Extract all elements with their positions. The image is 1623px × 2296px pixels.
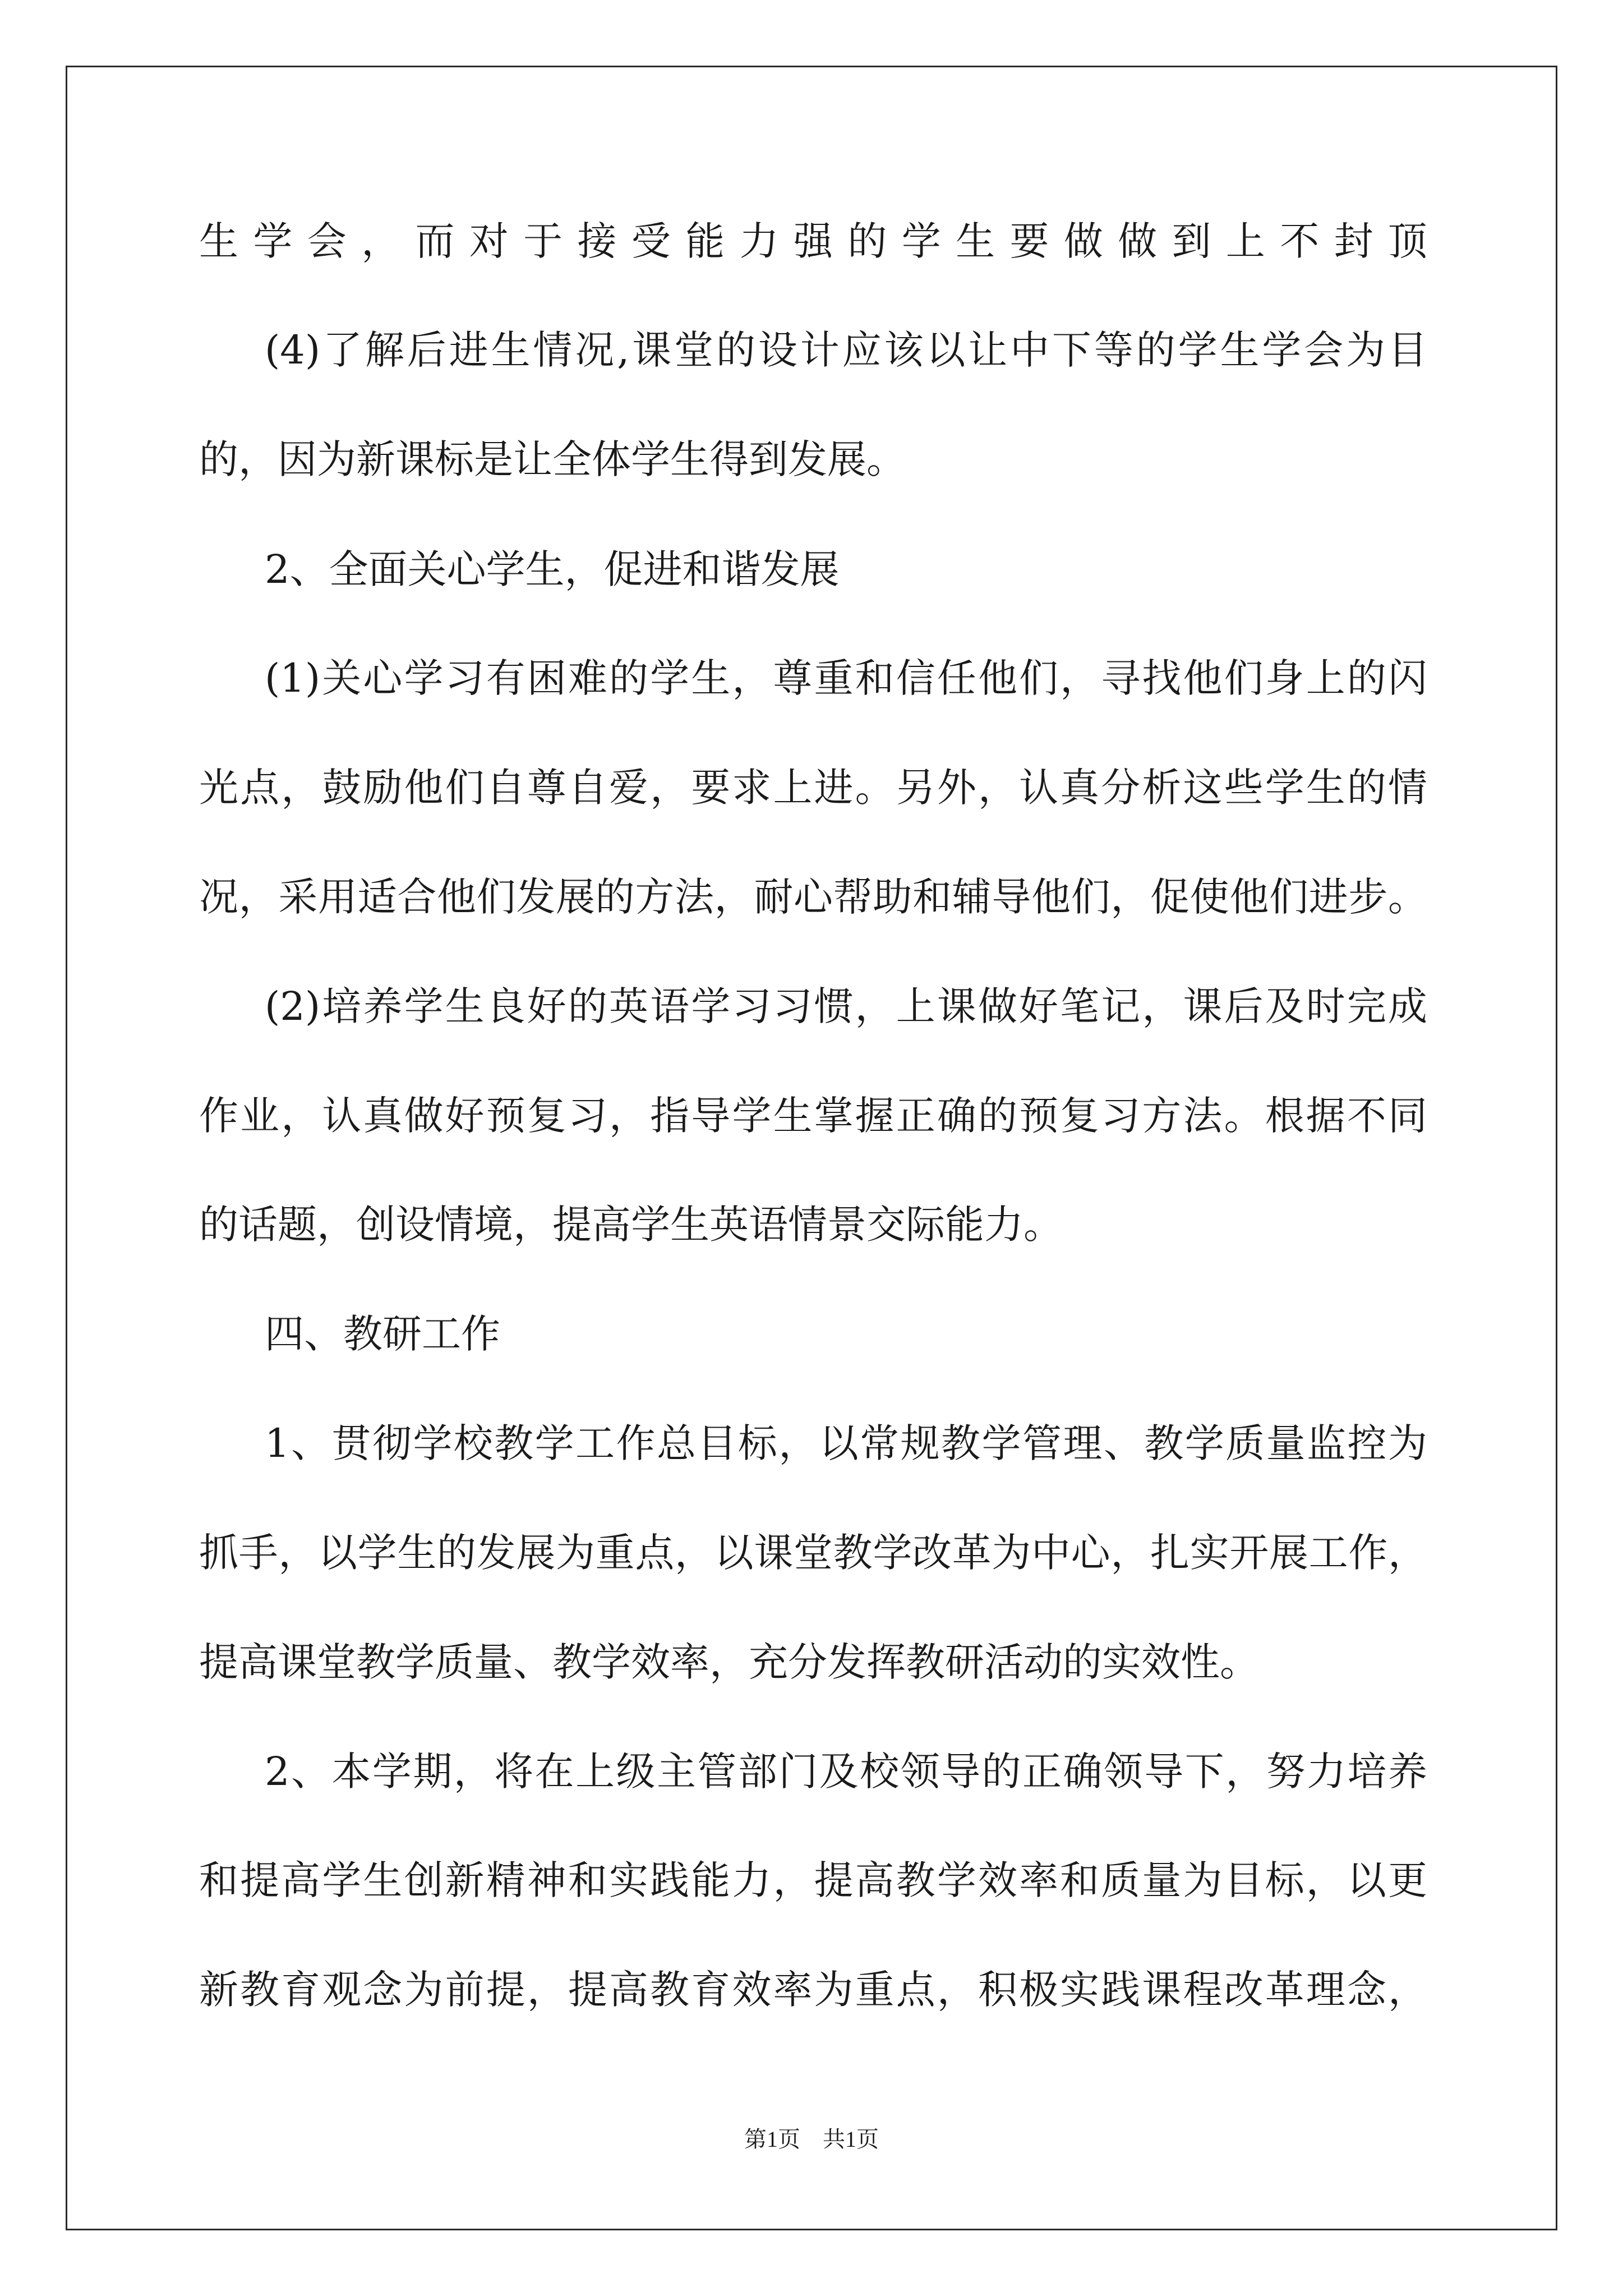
text-line: 的，因为新课标是让全体学生得到发展。 xyxy=(199,436,906,482)
text-line: 抓手，以学生的发展为重点，以课堂教学改革为中心，扎实开展工作， xyxy=(199,1530,1427,1576)
page-number-footer: 第1页 共1页 xyxy=(744,2127,879,2152)
text-line: 作业，认真做好预复习，指导学生掌握正确的预复习方法。根据不同 xyxy=(199,1093,1427,1139)
text-line: (4)了解后进生情况,课堂的设计应该以让中下等的学生学会为目 xyxy=(265,327,1427,373)
text-line: 的话题，创设情境，提高学生英语情景交际能力。 xyxy=(199,1202,1063,1248)
text-line: (2)培养学生良好的英语学习习惯，上课做好笔记，课后及时完成 xyxy=(265,983,1427,1029)
text-line: 生学会，而对于接受能力强的学生要做做到上不封顶 xyxy=(199,218,1427,264)
section-heading: 2、全面关心学生，促进和谐发展 xyxy=(265,546,840,592)
section-heading: 四、教研工作 xyxy=(265,1311,500,1357)
text-line: 新教育观念为前提，提高教育效率为重点，积极实践课程改革理念， xyxy=(199,1967,1427,2013)
text-line: 2、本学期，将在上级主管部门及校领导的正确领导下，努力培养 xyxy=(265,1749,1427,1795)
text-line: 况，采用适合他们发展的方法，耐心帮助和辅导他们，促使他们进步。 xyxy=(199,874,1427,920)
text-line: 1、贯彻学校教学工作总目标，以常规教学管理、教学质量监控为 xyxy=(265,1420,1427,1466)
text-line: 光点，鼓励他们自尊自爱，要求上进。另外，认真分析这些学生的情 xyxy=(199,765,1427,811)
text-line: (1)关心学习有困难的学生，尊重和信任他们，寻找他们身上的闪 xyxy=(265,655,1427,701)
text-line: 提高课堂教学质量、教学效率，充分发挥教研活动的实效性。 xyxy=(199,1639,1259,1685)
text-line: 和提高学生创新精神和实践能力，提高教学效率和质量为目标，以更 xyxy=(199,1857,1427,1903)
